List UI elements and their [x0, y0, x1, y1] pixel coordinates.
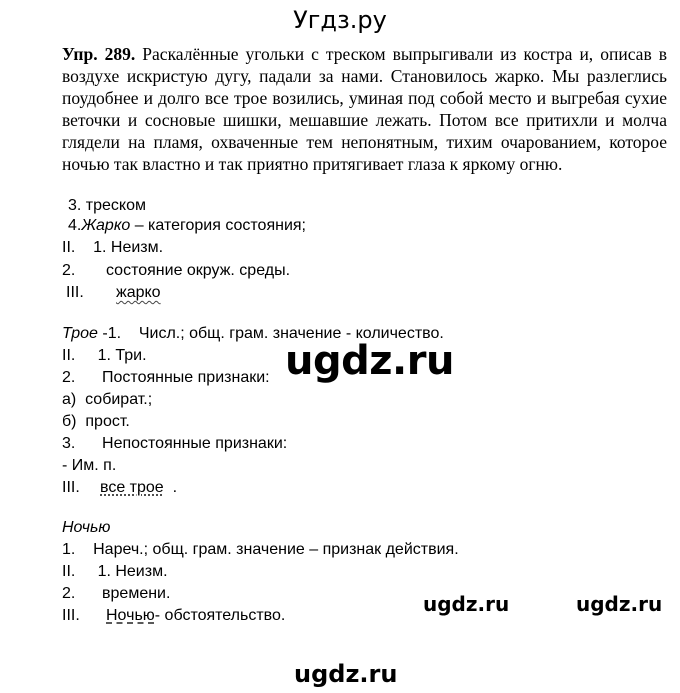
zharko-l3-text: состояние окруж. среды. [106, 262, 291, 279]
exercise-text: Раскалённые угольки с треском выпрыгивали из костра и, описав в воздухе искристую дугу, падали за нами. Становилось жарко. Мы разлеглись поудобнее и долго все трое возились, уминая под собой место и выгребая сухие веточки и сосновые шишки, мешавшие лежать. Потом все притихли и молча глядели на пламя, охваченные тем непонятным, тихим очарованием, которое ночью так властно и так приятно притягивает глаза к яркому огню. [62, 44, 667, 174]
troe-line-6: 3. Непостоянные признаки: [62, 435, 288, 452]
site-title: Угдз.ру [293, 6, 387, 34]
nochyu-l4-word: Ночью [106, 607, 155, 624]
nochyu-line-2: II. 1. Неизм. [62, 563, 168, 580]
nochyu-title: Ночью [62, 519, 111, 536]
zharko-line-3 [62, 261, 290, 281]
zharko-l3-num: 2. [62, 262, 76, 279]
zharko-num: 4. [68, 217, 82, 234]
analysis-item-3: 3. треском [68, 197, 146, 214]
zharko-l4-word: жарко [116, 284, 161, 301]
troe-line-3: 2. Постоянные признаки: [62, 369, 270, 386]
troe-l8-word: все трое [100, 479, 164, 496]
zharko-line-2: II. 1. Неизм. [62, 239, 164, 256]
nochyu-line-4 [62, 606, 285, 626]
zharko-word: Жарко [81, 217, 131, 234]
zharko-l4-num: III. [66, 284, 84, 301]
troe-word: Трое [62, 325, 98, 342]
troe-line-8 [62, 478, 177, 498]
watermark-right-1: ugdz.ru [423, 592, 510, 616]
troe-rest: -1. Числ.; общ. грам. значение - количество. [97, 325, 444, 342]
zharko-rest: – категория состояния; [130, 217, 306, 234]
troe-l8-end: . [163, 479, 178, 496]
watermark-right-2: ugdz.ru [576, 592, 663, 616]
zharko-line-1 [68, 216, 306, 236]
troe-line-4: а) собират.; [62, 391, 153, 408]
troe-l8-num: III. [62, 479, 80, 496]
zharko-line-4 [66, 283, 161, 303]
exercise-label: Упр. 289. [62, 44, 136, 64]
watermark-center: ugdz.ru [285, 338, 454, 384]
watermark-bottom: ugdz.ru [294, 660, 398, 688]
nochyu-line-3: 2. времени. [62, 585, 171, 602]
troe-line-5: б) прост. [62, 413, 130, 430]
nochyu-l4-rest: - обстоятельство. [154, 607, 286, 624]
exercise-paragraph [62, 43, 667, 175]
nochyu-l4-num: III. [62, 607, 80, 624]
troe-line-2: II. 1. Три. [62, 347, 147, 364]
troe-line-7: - Им. п. [62, 457, 117, 474]
nochyu-line-1: 1. Нареч.; общ. грам. значение – признак действия. [62, 541, 459, 558]
